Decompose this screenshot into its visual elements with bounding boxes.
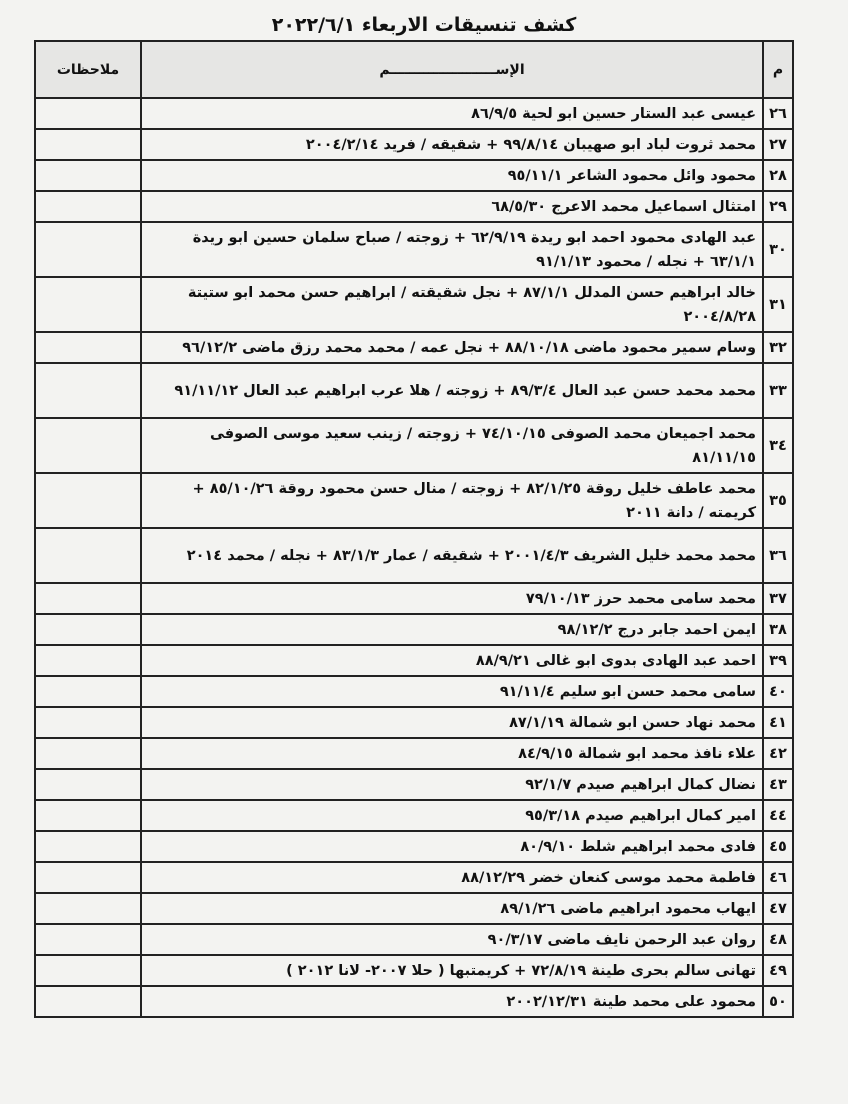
table-row — [35, 363, 793, 418]
table-row — [35, 191, 793, 222]
row-name: عيسى عبد الستار حسين ابو لحية ٨٦/٩/٥ — [141, 98, 763, 129]
table-row — [35, 473, 793, 528]
row-number: ٤٧ — [763, 893, 793, 924]
row-notes — [35, 645, 141, 676]
row-notes — [35, 831, 141, 862]
row-number: ٣٠ — [763, 222, 793, 277]
row-number: ٣٩ — [763, 645, 793, 676]
table-row — [35, 332, 793, 363]
table-row — [35, 614, 793, 645]
row-name: امير كمال ابراهيم صيدم ٩٥/٣/١٨ — [141, 800, 763, 831]
table-row — [35, 862, 793, 893]
row-notes — [35, 363, 141, 418]
table-row — [35, 645, 793, 676]
table-row — [35, 986, 793, 1017]
table-row — [35, 893, 793, 924]
row-number: ٣٤ — [763, 418, 793, 473]
row-notes — [35, 893, 141, 924]
row-number: ٤٩ — [763, 955, 793, 986]
row-notes — [35, 191, 141, 222]
row-number: ٤٥ — [763, 831, 793, 862]
table-body — [35, 98, 793, 1017]
row-notes — [35, 676, 141, 707]
row-notes — [35, 160, 141, 191]
row-number: ٢٨ — [763, 160, 793, 191]
table-row — [35, 160, 793, 191]
row-number: ٤١ — [763, 707, 793, 738]
table-row — [35, 418, 793, 473]
row-name: تهانى سالم بحرى طينة ٧٢/٨/١٩ + كريمتبها ( حلا ٢٠٠٧- لانا ٢٠١٢ ) — [141, 955, 763, 986]
row-number: ٤٤ — [763, 800, 793, 831]
table-row — [35, 800, 793, 831]
row-notes — [35, 862, 141, 893]
row-name: محمد ثروت لباد ابو صهيبان ٩٩/٨/١٤ + شقيقه / فريد ٢٠٠٤/٢/١٤ — [141, 129, 763, 160]
table-row — [35, 583, 793, 614]
row-notes — [35, 332, 141, 363]
row-name: محمد محمد خليل الشريف ٢٠٠١/٤/٣ + شقيقه / عمار ٨٣/١/٣ + نجله / محمد ٢٠١٤ — [141, 528, 763, 583]
table-row — [35, 676, 793, 707]
row-number: ٣٣ — [763, 363, 793, 418]
row-name: فادى محمد ابراهيم شلط ٨٠/٩/١٠ — [141, 831, 763, 862]
row-name: ايمن احمد جابر درج ٩٨/١٢/٢ — [141, 614, 763, 645]
row-name: ايهاب محمود ابراهيم ماضى ٨٩/١/٢٦ — [141, 893, 763, 924]
row-number: ٣١ — [763, 277, 793, 332]
row-number: ٤٠ — [763, 676, 793, 707]
table-row — [35, 222, 793, 277]
table-row — [35, 98, 793, 129]
row-name: عبد الهادى محمود احمد ابو ريدة ٦٢/٩/١٩ + زوجته / صباح سلمان حسين ابو ريدة ٦٣/١/١ + نجله / محمود ٩١/١/١٣ — [141, 222, 763, 277]
row-name: وسام سمير محمود ماضى ٨٨/١٠/١٨ + نجل عمه / محمد محمد رزق ماضى ٩٦/١٢/٢ — [141, 332, 763, 363]
row-notes — [35, 924, 141, 955]
table-row — [35, 738, 793, 769]
row-number: ٢٦ — [763, 98, 793, 129]
row-name: محمود على محمد طينة ٢٠٠٢/١٢/٣١ — [141, 986, 763, 1017]
records-table — [34, 40, 794, 1018]
row-name: خالد ابراهيم حسن المدلل ٨٧/١/١ + نجل شقيقته / ابراهيم حسن محمد ابو ستيتة ٢٠٠٤/٨/٢٨ — [141, 277, 763, 332]
row-name: محمد سامى محمد حرز ٧٩/١٠/١٣ — [141, 583, 763, 614]
row-notes — [35, 98, 141, 129]
row-notes — [35, 955, 141, 986]
row-name: نضال كمال ابراهيم صيدم ٩٢/١/٧ — [141, 769, 763, 800]
row-name: محمد عاطف خليل روقة ٨٢/١/٢٥ + زوجته / منال حسن محمود روقة ٨٥/١٠/٢٦ + كريمته / دانة ٢٠١١ — [141, 473, 763, 528]
row-name: محمد محمد حسن عبد العال ٨٩/٣/٤ + زوجته / هلا عرب ابراهيم عبد العال ٩١/١١/١٢ — [141, 363, 763, 418]
row-notes — [35, 614, 141, 645]
row-name: امتثال اسماعيل محمد الاعرج ٦٨/٥/٣٠ — [141, 191, 763, 222]
row-number: ٢٧ — [763, 129, 793, 160]
row-notes — [35, 738, 141, 769]
row-name: سامى محمد حسن ابو سليم ٩١/١١/٤ — [141, 676, 763, 707]
row-name: علاء نافذ محمد ابو شمالة ٨٤/٩/١٥ — [141, 738, 763, 769]
row-number: ٣٨ — [763, 614, 793, 645]
row-notes — [35, 277, 141, 332]
row-notes — [35, 473, 141, 528]
row-number: ٤٢ — [763, 738, 793, 769]
table-row — [35, 129, 793, 160]
row-name: احمد عبد الهادى بدوى ابو غالى ٨٨/٩/٢١ — [141, 645, 763, 676]
row-notes — [35, 418, 141, 473]
row-number: ٣٦ — [763, 528, 793, 583]
table-row — [35, 528, 793, 583]
header-number: م — [763, 41, 793, 98]
row-notes — [35, 769, 141, 800]
row-notes — [35, 707, 141, 738]
row-notes — [35, 222, 141, 277]
table-row — [35, 831, 793, 862]
row-notes — [35, 583, 141, 614]
row-notes — [35, 800, 141, 831]
table-row — [35, 277, 793, 332]
row-number: ٣٧ — [763, 583, 793, 614]
row-number: ٣٢ — [763, 332, 793, 363]
table-row — [35, 924, 793, 955]
row-notes — [35, 986, 141, 1017]
header-name: الإســــــــــــــــــــــم — [141, 41, 763, 98]
row-name: محمود وائل محمود الشاعر ٩٥/١١/١ — [141, 160, 763, 191]
row-number: ٥٠ — [763, 986, 793, 1017]
row-notes — [35, 528, 141, 583]
row-name: فاطمة محمد موسى كنعان خضر ٨٨/١٢/٢٩ — [141, 862, 763, 893]
row-number: ٤٨ — [763, 924, 793, 955]
row-name: محمد نهاد حسن ابو شمالة ٨٧/١/١٩ — [141, 707, 763, 738]
table-row — [35, 769, 793, 800]
table-row — [35, 707, 793, 738]
table-row — [35, 955, 793, 986]
row-number: ٤٦ — [763, 862, 793, 893]
table-header-row — [35, 41, 793, 98]
row-number: ٣٥ — [763, 473, 793, 528]
header-notes: ملاحظات — [35, 41, 141, 98]
row-number: ٤٣ — [763, 769, 793, 800]
page-title: كشف تنسيقات الاربعاء ٢٠٢٢/٦/١ — [271, 14, 577, 36]
row-name: محمد اجميعان محمد الصوفى ٧٤/١٠/١٥ + زوجته / زينب سعيد موسى الصوفى ٨١/١١/١٥ — [141, 418, 763, 473]
row-notes — [35, 129, 141, 160]
row-name: روان عبد الرحمن نايف ماضى ٩٠/٣/١٧ — [141, 924, 763, 955]
row-number: ٢٩ — [763, 191, 793, 222]
